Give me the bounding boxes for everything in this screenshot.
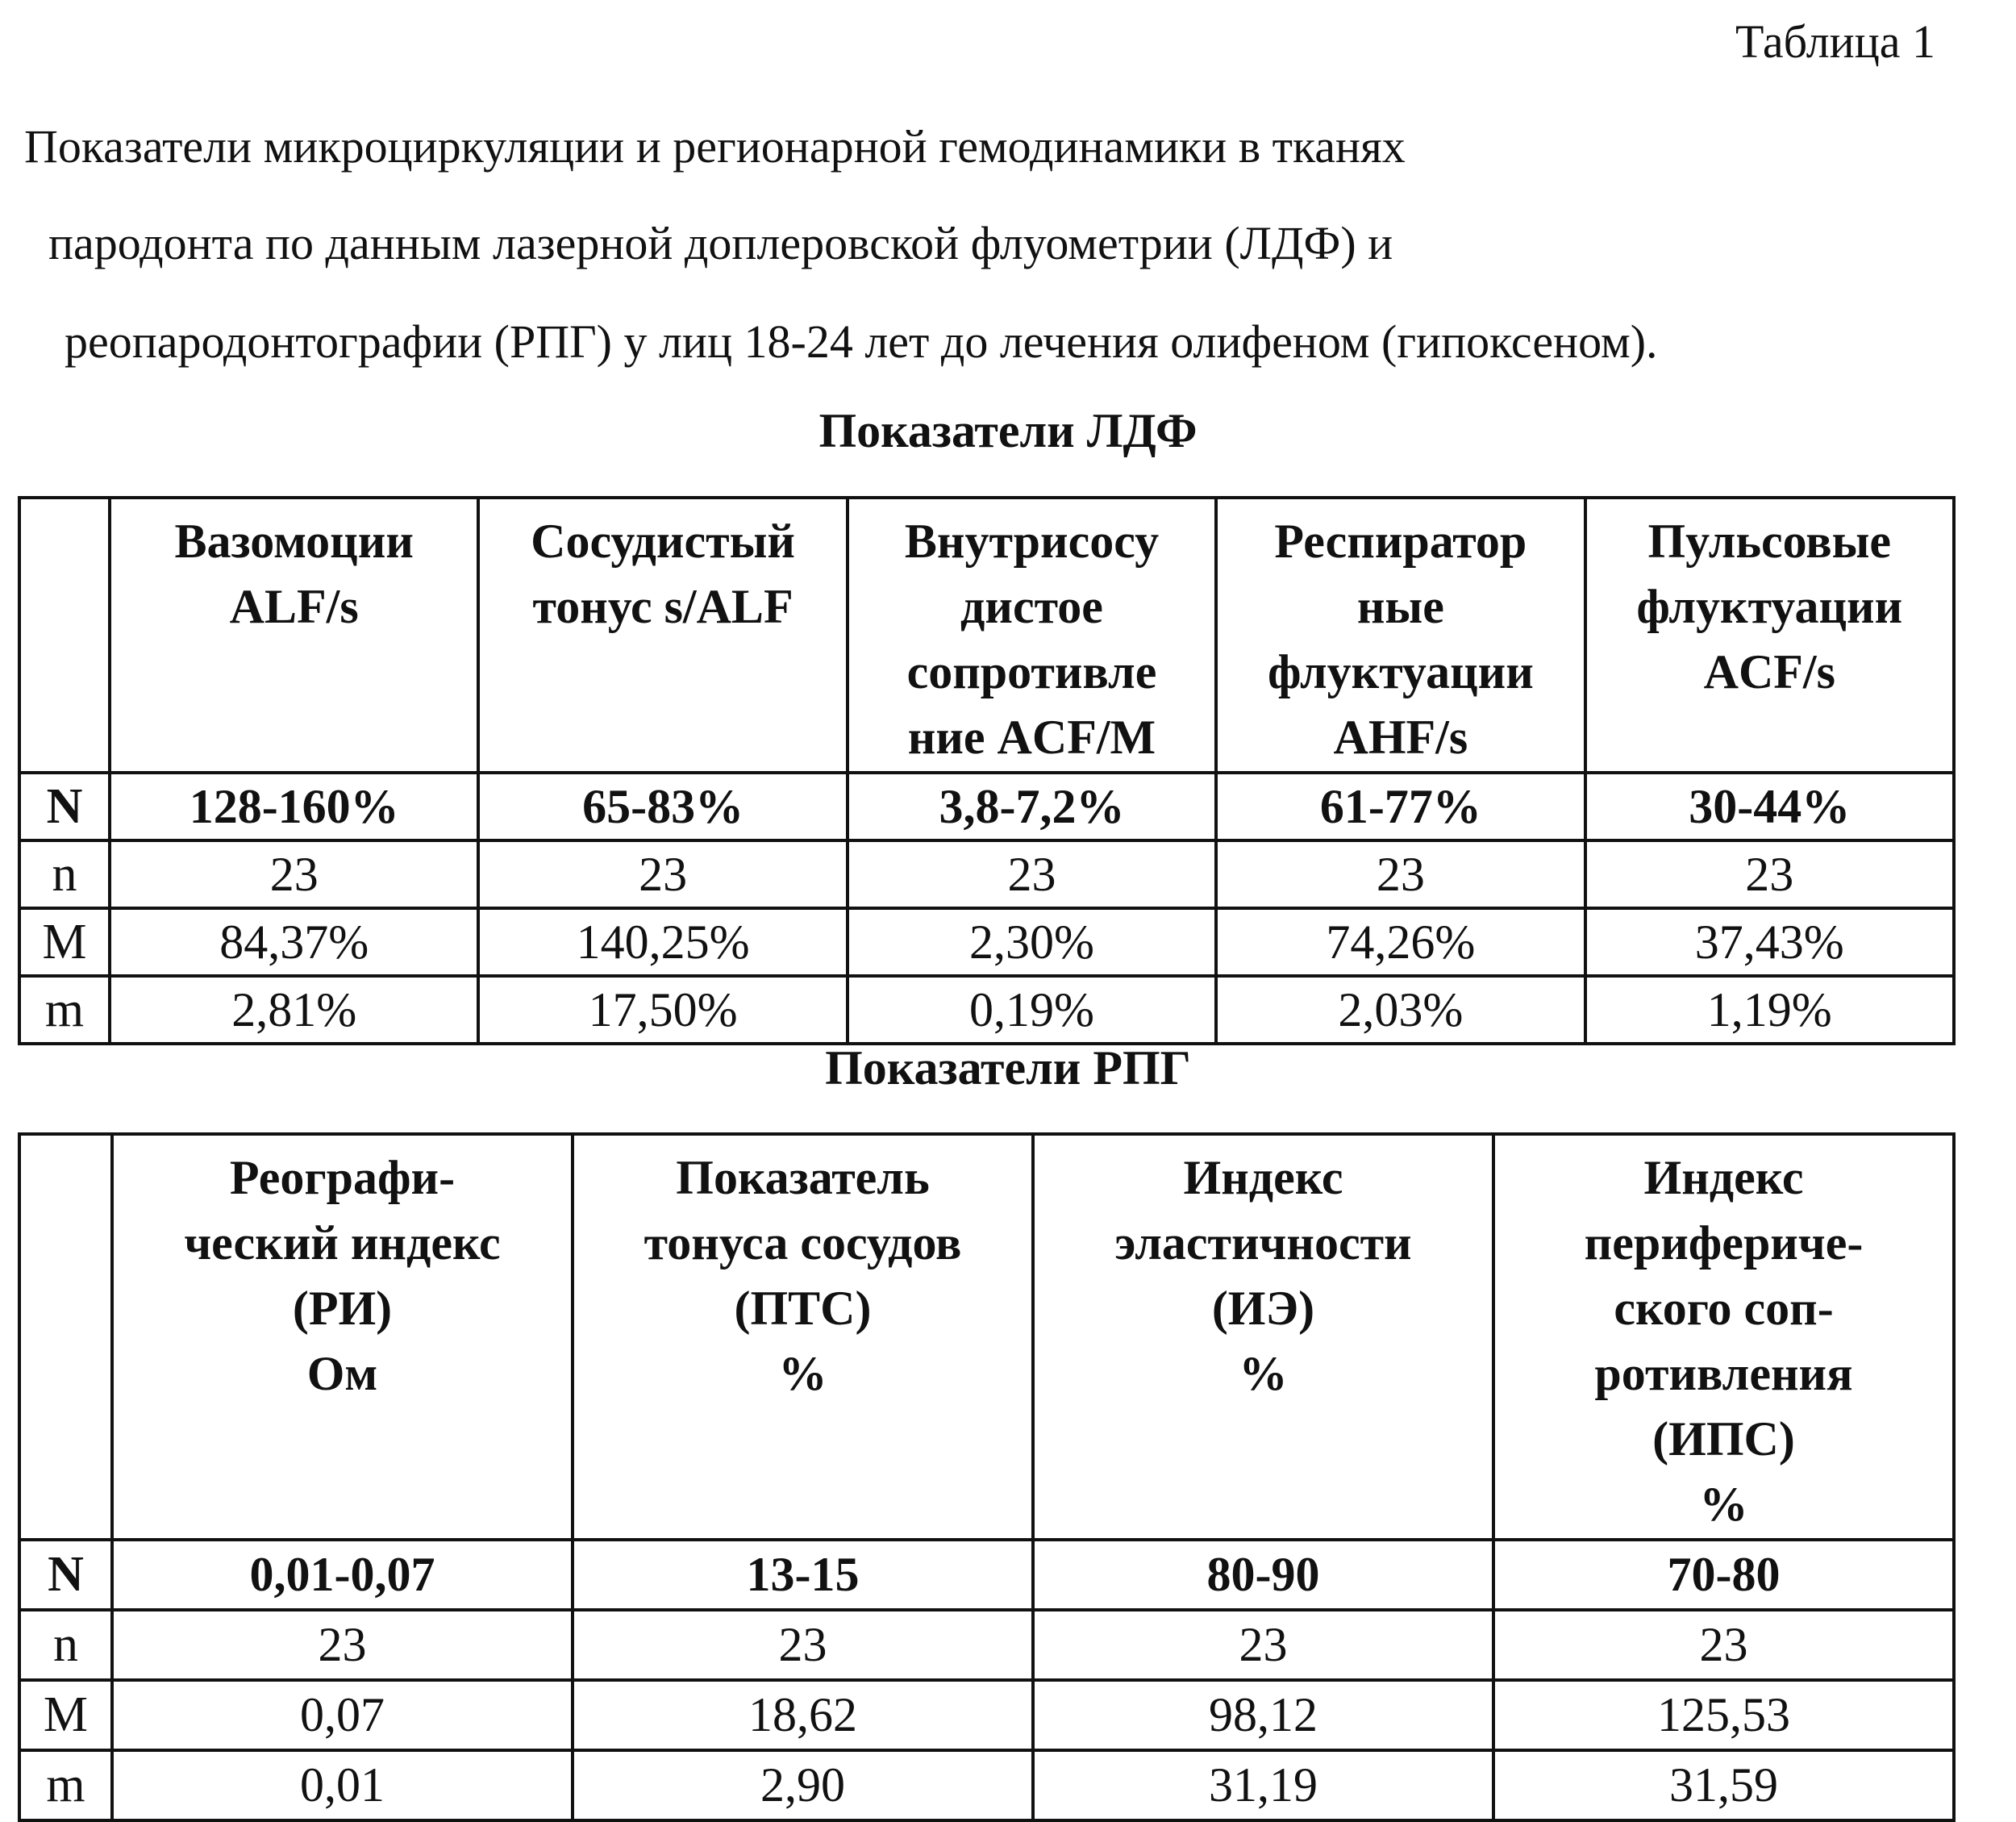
header-line: периферичe- xyxy=(1496,1211,1951,1276)
title-line-1: Показатели микроциркуляции и регионарной гемодинамики в тканях xyxy=(24,119,1406,173)
table-cell: 128-160% xyxy=(110,773,478,840)
table-cell: 0,01 xyxy=(112,1750,573,1820)
table-cell: 31,19 xyxy=(1033,1750,1493,1820)
table-cell: 2,90 xyxy=(573,1750,1033,1820)
header-line: (ИПС) xyxy=(1496,1407,1951,1472)
table-cell: 23 xyxy=(110,840,478,908)
table-cell: 2,81% xyxy=(110,976,478,1044)
table-cell: 23 xyxy=(1216,840,1585,908)
column-header xyxy=(112,1134,573,1540)
ldf-table xyxy=(18,496,1956,1045)
table-cell: 1,19% xyxy=(1585,976,1954,1044)
row-label: N xyxy=(19,1540,112,1610)
row-label: m xyxy=(19,1750,112,1820)
header-line: Сосудистый xyxy=(481,509,844,574)
title-line-2: пародонта по данным лазерной доплеровской флуометрии (ЛДФ) и xyxy=(48,216,1393,270)
table-cell: 31,59 xyxy=(1493,1750,1954,1820)
header-line: (ПТС) xyxy=(575,1276,1031,1341)
table-cell: 80-90 xyxy=(1033,1540,1493,1610)
table-row xyxy=(19,840,1954,908)
table-cell: 0,19% xyxy=(848,976,1216,1044)
table-cell: 23 xyxy=(1033,1610,1493,1680)
table-cell: 23 xyxy=(848,840,1216,908)
header-line: ческий индекс xyxy=(115,1211,570,1276)
header-line: Показатель xyxy=(575,1145,1031,1211)
table-row xyxy=(19,1610,1954,1680)
header-line: дистое xyxy=(850,574,1214,640)
header-line: флуктуации xyxy=(1588,574,1951,640)
table-cell: 70-80 xyxy=(1493,1540,1954,1610)
title-line-3: реопародонтографии (РПГ) у лиц 18-24 лет до лечения олифеном (гипоксеном). xyxy=(65,315,1658,369)
header-line: AHF/s xyxy=(1218,705,1582,770)
column-header xyxy=(1216,498,1585,773)
header-line: Индекс xyxy=(1496,1145,1951,1211)
table-row xyxy=(19,1750,1954,1820)
table-cell: 23 xyxy=(1585,840,1954,908)
column-header xyxy=(1585,498,1954,773)
table-cell: 140,25% xyxy=(478,908,847,976)
table-cell: 84,37% xyxy=(110,908,478,976)
header-line: Респиратор xyxy=(1218,509,1582,574)
header-line: Ом xyxy=(115,1341,570,1407)
header-line: Индекс xyxy=(1035,1145,1491,1211)
header-line: Вазомоции xyxy=(112,509,476,574)
rpg-section-title: Показатели РПГ xyxy=(0,1040,2016,1096)
table-cell: 61-77% xyxy=(1216,773,1585,840)
table-cell: 17,50% xyxy=(478,976,847,1044)
table-cell: 18,62 xyxy=(573,1680,1033,1750)
table-row xyxy=(19,976,1954,1044)
header-line: ротивления xyxy=(1496,1341,1951,1407)
header-line: % xyxy=(575,1341,1031,1407)
column-header xyxy=(110,498,478,773)
header-line: (РИ) xyxy=(115,1276,570,1341)
row-label: n xyxy=(19,840,110,908)
header-line: ные xyxy=(1218,574,1582,640)
ldf-section-title: Показатели ЛДФ xyxy=(0,403,2016,459)
table-cell: 23 xyxy=(112,1610,573,1680)
table-cell: 30-44% xyxy=(1585,773,1954,840)
corner-cell xyxy=(19,498,110,773)
table-cell: 23 xyxy=(573,1610,1033,1680)
table-row xyxy=(19,1680,1954,1750)
table-row xyxy=(19,773,1954,840)
header-line: (ИЭ) xyxy=(1035,1276,1491,1341)
table-cell: 2,03% xyxy=(1216,976,1585,1044)
table-cell: 65-83% xyxy=(478,773,847,840)
header-line: % xyxy=(1035,1341,1491,1407)
column-header xyxy=(1033,1134,1493,1540)
row-label: N xyxy=(19,773,110,840)
column-header xyxy=(1493,1134,1954,1540)
header-line: Пульсовые xyxy=(1588,509,1951,574)
row-label: M xyxy=(19,908,110,976)
header-line: ALF/s xyxy=(112,574,476,640)
corner-cell xyxy=(19,1134,112,1540)
table-cell: 23 xyxy=(478,840,847,908)
table-cell: 37,43% xyxy=(1585,908,1954,976)
header-line: ние ACF/M xyxy=(850,705,1214,770)
table-cell: 74,26% xyxy=(1216,908,1585,976)
table-row xyxy=(19,908,1954,976)
header-line: Внутрисосу xyxy=(850,509,1214,574)
table-cell: 98,12 xyxy=(1033,1680,1493,1750)
table-cell: 2,30% xyxy=(848,908,1216,976)
table-cell: 3,8-7,2% xyxy=(848,773,1216,840)
table-row xyxy=(19,1540,1954,1610)
header-line: сопротивле xyxy=(850,640,1214,705)
header-line: тонуса сосудов xyxy=(575,1211,1031,1276)
table-cell: 13-15 xyxy=(573,1540,1033,1610)
table-cell: 0,01-0,07 xyxy=(112,1540,573,1610)
column-header xyxy=(573,1134,1033,1540)
table-cell: 23 xyxy=(1493,1610,1954,1680)
row-label: n xyxy=(19,1610,112,1680)
rpg-table xyxy=(18,1132,1956,1822)
header-line: тонус s/ALF xyxy=(481,574,844,640)
header-line: ского соп- xyxy=(1496,1276,1951,1341)
table-cell: 0,07 xyxy=(112,1680,573,1750)
header-line: флуктуации xyxy=(1218,640,1582,705)
table-number: Таблица 1 xyxy=(1735,15,1935,69)
header-line: % xyxy=(1496,1472,1951,1537)
column-header xyxy=(848,498,1216,773)
header-line: ACF/s xyxy=(1588,640,1951,705)
header-line: Реографи- xyxy=(115,1145,570,1211)
row-label: M xyxy=(19,1680,112,1750)
header-line: эластичности xyxy=(1035,1211,1491,1276)
column-header xyxy=(478,498,847,773)
row-label: m xyxy=(19,976,110,1044)
table-cell: 125,53 xyxy=(1493,1680,1954,1750)
